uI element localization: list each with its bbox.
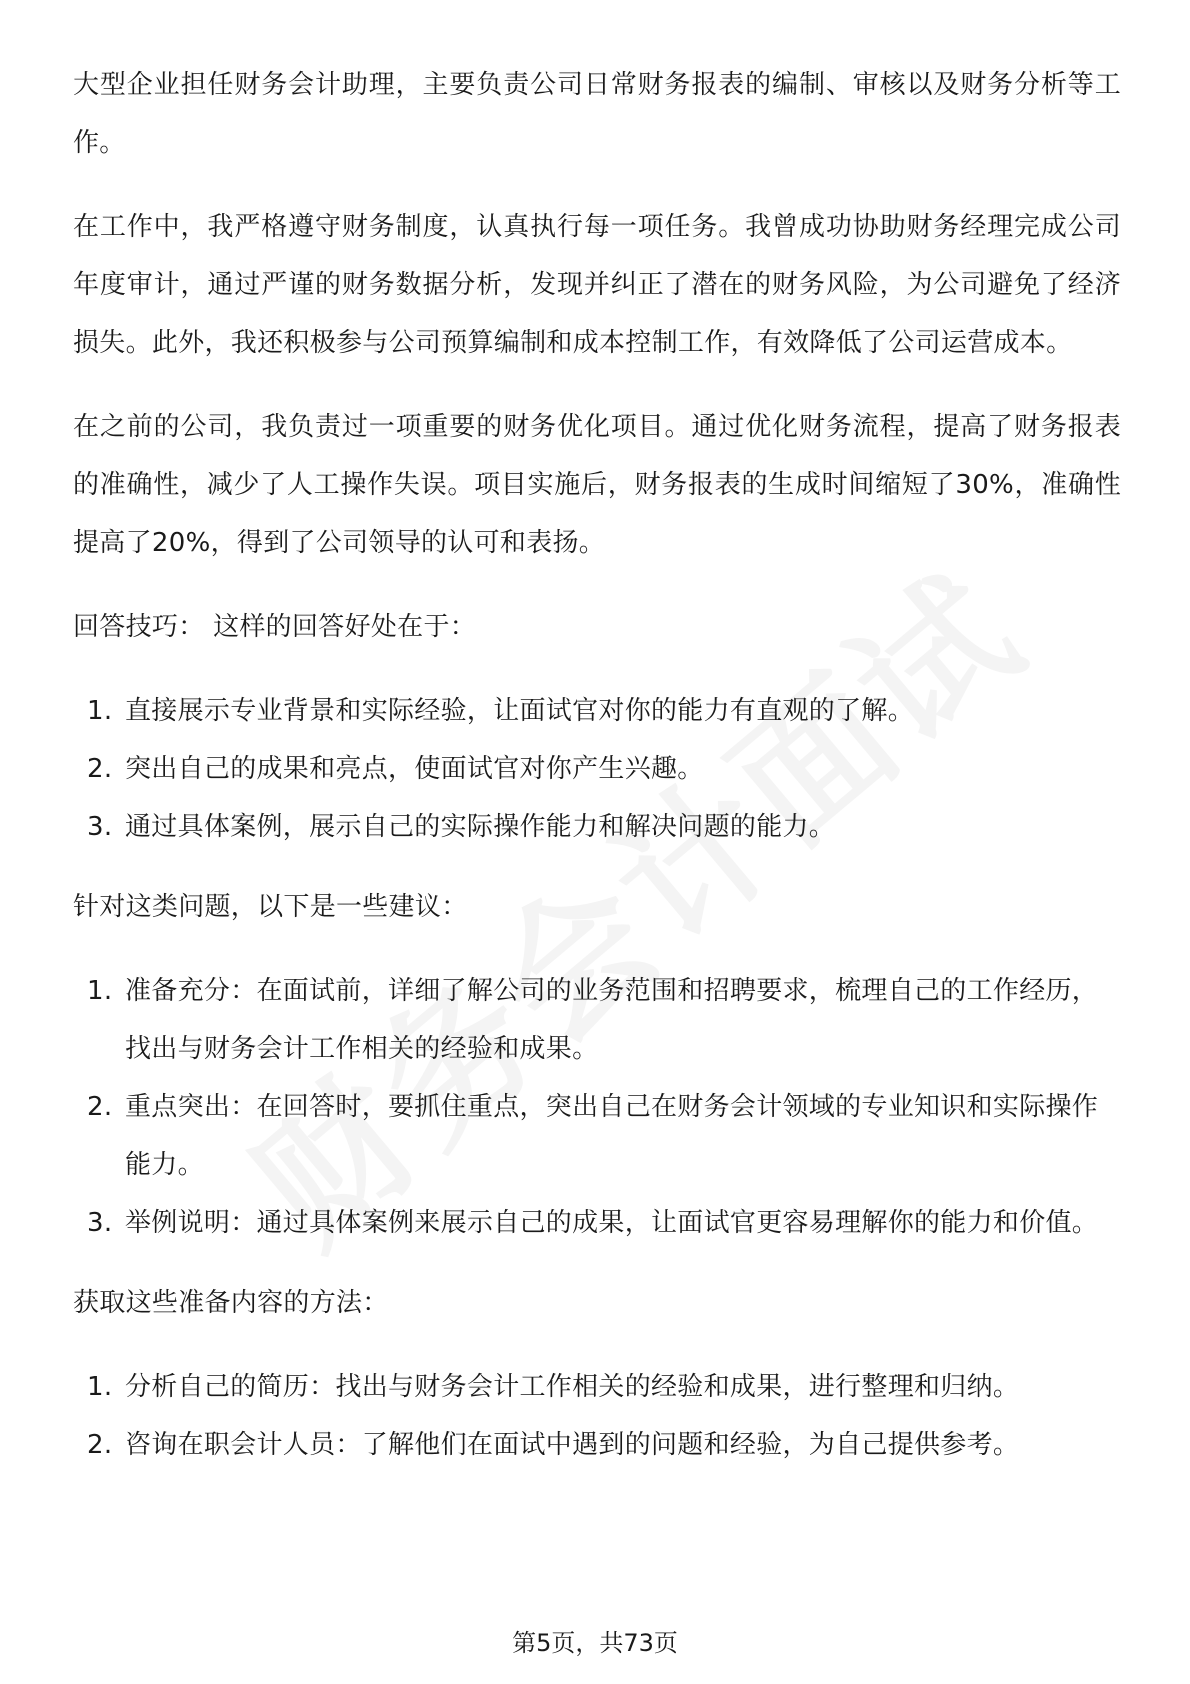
list-number: 2. bbox=[87, 1092, 113, 1122]
list-text: 直接展示专业背景和实际经验，让面试官对你的能力有直观的了解。 bbox=[125, 696, 915, 726]
paragraph-role: 大型企业担任财务会计助理，主要负责公司日常财务报表的编制、审核以及财务分析等工作。 bbox=[73, 70, 1121, 158]
list-item bbox=[73, 962, 1121, 1078]
paragraph-project: 在之前的公司，我负责过一项重要的财务优化项目。通过优化财务流程，提高了财务报表的准确性，减少了人工操作失误。项目实施后，财务报表的生成时间缩短了30%，准确性提高了20%，得到了公司领导的认可和表扬。 bbox=[73, 412, 1121, 558]
list-number: 1. bbox=[87, 696, 113, 726]
tips-list bbox=[73, 682, 1121, 856]
list-number: 1. bbox=[87, 1372, 113, 1402]
methods-heading: 获取这些准备内容的方法： bbox=[73, 1288, 389, 1318]
list-number: 2. bbox=[87, 754, 113, 784]
list-text: 突出自己的成果和亮点，使面试官对你产生兴趣。 bbox=[125, 754, 704, 784]
list-text: 通过具体案例，展示自己的实际操作能力和解决问题的能力。 bbox=[125, 812, 836, 842]
advice-heading: 针对这类问题，以下是一些建议： bbox=[73, 892, 468, 922]
list-text: 举例说明：通过具体案例来展示自己的成果，让面试官更容易理解你的能力和价值。 bbox=[125, 1208, 1099, 1238]
page-number: 第5页，共73页 bbox=[512, 1629, 678, 1657]
list-number: 3. bbox=[87, 1208, 113, 1238]
list-number: 3. bbox=[87, 812, 113, 842]
list-number: 2. bbox=[87, 1430, 113, 1460]
list-item bbox=[73, 1358, 1121, 1416]
paragraph-work: 在工作中，我严格遵守财务制度，认真执行每一项任务。我曾成功协助财务经理完成公司年度审计，通过严谨的财务数据分析，发现并纠正了潜在的财务风险，为公司避免了经济损失。此外，我还积极参与公司预算编制和成本控制工作，有效降低了公司运营成本。 bbox=[73, 212, 1121, 358]
methods-list bbox=[73, 1358, 1121, 1474]
advice-list bbox=[73, 962, 1121, 1252]
list-item bbox=[73, 1416, 1121, 1474]
list-item bbox=[73, 1194, 1121, 1252]
page-content bbox=[73, 56, 1121, 1496]
list-item bbox=[73, 798, 1121, 856]
list-number: 1. bbox=[87, 976, 113, 1006]
list-item bbox=[73, 682, 1121, 740]
tips-heading: 回答技巧： 这样的回答好处在于： bbox=[73, 612, 477, 642]
list-text: 准备充分：在面试前，详细了解公司的业务范围和招聘要求，梳理自己的工作经历，找出与财务会计工作相关的经验和成果。 bbox=[125, 976, 1099, 1064]
list-text: 重点突出：在回答时，要抓住重点，突出自己在财务会计领域的专业知识和实际操作能力。 bbox=[125, 1092, 1099, 1180]
list-text: 分析自己的简历：找出与财务会计工作相关的经验和成果，进行整理和归纳。 bbox=[125, 1372, 1020, 1402]
list-item bbox=[73, 1078, 1121, 1194]
list-text: 咨询在职会计人员：了解他们在面试中遇到的问题和经验，为自己提供参考。 bbox=[125, 1430, 1020, 1460]
list-item bbox=[73, 740, 1121, 798]
